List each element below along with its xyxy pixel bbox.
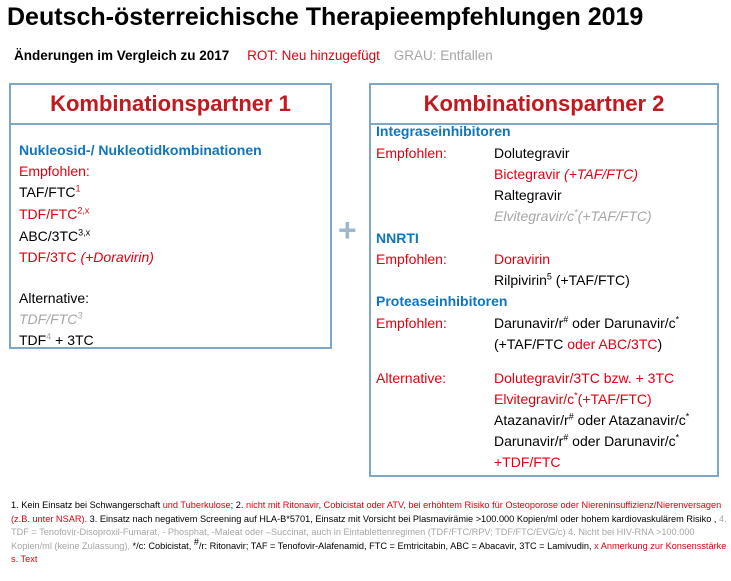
box-combination-partner-1 [9, 83, 332, 349]
box1-item-taf-ftc: TAF/FTC$^1$ [19, 183, 81, 200]
nnrti-header: NNRTI [376, 230, 419, 246]
box1-item-tdf-3tc: TDF/3TC (+Doravirin) [19, 249, 154, 265]
alt-elvitegravir: Elvitegravir/c*(+TAF/FTC) [494, 390, 652, 407]
box1-heading: Kombinationspartner 1 [11, 85, 330, 125]
integrase-header: Integraseinhibitoren [376, 123, 511, 139]
nnrti-recommended-label: Empfohlen: [376, 251, 447, 267]
subtitle [14, 48, 493, 63]
box1-section-header: Nukleosid-/ Nukleotidkombinationen [19, 142, 262, 158]
box1-recommended-label: Empfohlen: [19, 163, 90, 179]
box1-alt-label: Alternative: [19, 290, 90, 306]
footnote: 1. Kein Einsatz bei Schwangerschaft und Tuberkulose; 2. nicht mit Ritonavir, Cobicistat oder ATV, bei erhöhtem Risiko für Osteoporose oder Niereninsuffizienz/Nierenversagen (z.B. unter NSAR). 3. Einsatz nach negativem Screening auf HLA-B*5701, Einsatz mit Vorsicht bei Plasmavirämie >100.000 Kopien/ml oder hohem kardiovaskulärem Risiko , 4. TDF = Tenofovir-Disoproxil-Fumarat, - Phosphat, -Maleat oder –Succinat, auch in Eintablettenregimen (TDF/FTC/RPV; TDF/FTC/EVG/c) 4. Nicht bei HIV-RNA >100.000 Kopien/ml (keine Zulassung), */c: Cobicistat, #/r: Ritonavir; TAF = Tenofovir-Alafenamid, FTC = Emtricitabin, ABC = Abacavir, 3TC = Lamivudin, x Anmerkung zur Konsensstärke s. Text [11, 500, 727, 564]
protease-darunavir-backbone: (+TAF/FTC oder ABC/3TC) [494, 336, 663, 352]
integrase-raltegravir: Raltegravir [494, 187, 562, 203]
integrase-recommended-label: Empfohlen: [376, 145, 447, 161]
protease-alt-label: Alternative: [376, 370, 447, 386]
box1-alt-tdf-3tc: $TDF^4 + 3TC$ [19, 331, 94, 348]
protease-recommended-label: Empfohlen: [376, 315, 447, 331]
box1-alt-tdf-ftc: TDF/FTC$^3$ [19, 310, 83, 327]
integrase-dolutegravir: Dolutegravir [494, 145, 570, 161]
plus-icon: + [338, 212, 357, 248]
box2-heading: Kombinationspartner 2 [371, 85, 717, 125]
red-legend: ROT: Neu hinzugefügt [247, 48, 380, 63]
box1-item-tdf-ftc: TDF/FTC$^{2,x}$ [19, 205, 90, 222]
alt-tdf-ftc: +TDF/FTC [494, 454, 561, 470]
box1-item-abc-3tc: ABC/3TC$^{3,x}$ [19, 227, 91, 244]
changes-label: Änderungen im Vergleich zu 2017 [14, 48, 230, 63]
box-combination-partner-2 [369, 83, 719, 477]
nnrti-rilpivirin: Rilpivirin$^5$ (+TAF/FTC) [494, 271, 630, 288]
alt-atazanavir: Atazanavir/r# oder Atazanavir/c* [494, 411, 690, 428]
protease-header: Proteaseinhibitoren [376, 293, 508, 309]
nnrti-doravirin: Doravirin [494, 251, 551, 267]
alt-dolutegravir-3tc: Dolutegravir/3TC bzw. + 3TC [494, 370, 675, 386]
integrase-elvitegravir: Elvitegravir/c*(+TAF/FTC) [494, 207, 652, 224]
grey-legend: GRAU: Entfallen [393, 48, 493, 63]
alt-darunavir: Darunavir/r# oder Darunavir/c* [494, 432, 680, 449]
page-title: Deutsch-österreichische Therapieempfehlungen 2019 [7, 3, 644, 31]
integrase-bictegravir: Bictegravir (+TAF/FTC) [494, 166, 639, 182]
protease-darunavir: Darunavir/r# oder Darunavir/c* [494, 314, 680, 331]
